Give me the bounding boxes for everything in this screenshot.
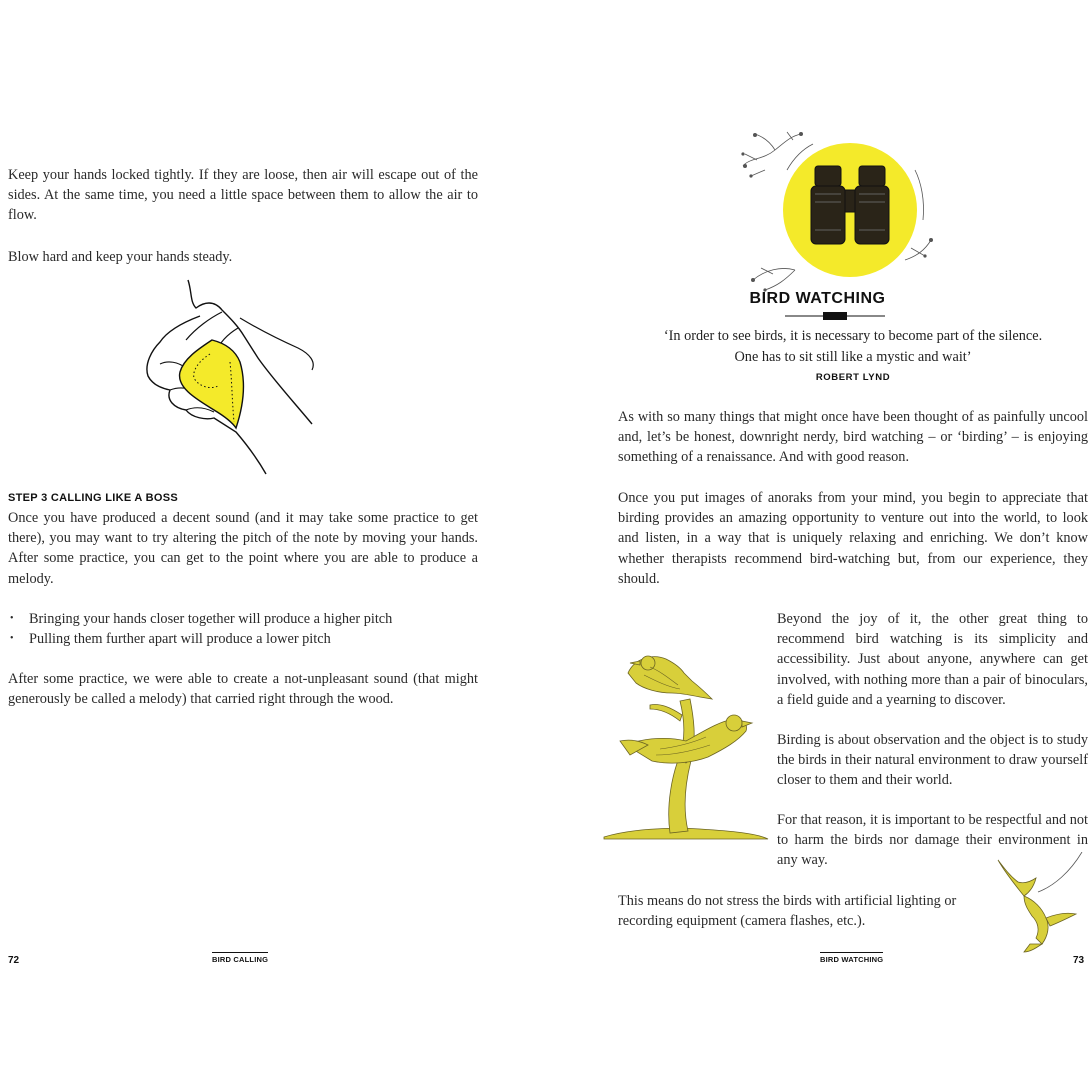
perched-birds-illustration	[600, 645, 772, 845]
running-head-left: BIRD CALLING	[212, 952, 268, 964]
quote-line-2: One has to sit still like a mystic and wait’	[734, 348, 972, 365]
step-3-heading: STEP 3 CALLING LIKE A BOSS	[8, 492, 178, 504]
right-paragraph-1: As with so many things that might once have been thought of as painfully uncool and, let’s be honest, downright nerdy, bird watching – or ‘birding’ – is enjoying something of a renaissance. And with good reason.	[618, 409, 1088, 466]
left-paragraph-2: Blow hard and keep your hands steady.	[8, 249, 233, 265]
right-paragraph-4: Birding is about observation and the object is to study the birds in their natural environment to draw yourself closer to them and their world.	[777, 732, 1088, 789]
ornament-divider	[785, 310, 885, 322]
section-title: BIRD WATCHING	[749, 290, 886, 307]
bullet-item: • Pulling them further apart will produce a lower pitch	[8, 629, 478, 649]
page-number-right: 73	[1073, 955, 1085, 966]
hands-bird-call-illustration	[140, 278, 320, 478]
running-head-right: BIRD WATCHING	[820, 952, 883, 964]
left-paragraph-4: After some practice, we were able to create a not-unpleasant sound (that might generously be called a melody) that carried right through the wood.	[8, 671, 478, 708]
right-paragraph-6: This means do not stress the birds with artificial lighting or recording equipment (camera flashes, etc.).	[618, 893, 957, 930]
left-paragraph-3: Once you have produced a decent sound (and it may take some practice to get there), you may want to try altering the pitch of the note by moving your hands. After some practice, you can get to the point where you are able to produce a melody.	[8, 510, 478, 587]
quote-author: ROBERT LYND	[815, 372, 891, 383]
binoculars-icon	[735, 130, 935, 295]
right-paragraph-5: For that reason, it is important to be respectful and not to harm the birds nor damage their environment in any way.	[777, 812, 1088, 869]
bullet-item: • Bringing your hands closer together will produce a higher pitch	[8, 609, 478, 629]
epigraph-quote	[618, 326, 1088, 367]
pitch-bullet-list	[8, 609, 478, 649]
right-paragraph-2: Once you put images of anoraks from your mind, you begin to appreciate that birding provides an amazing opportunity to venture out into the world, to look and listen, in a way that is uniquely relaxing and enriching. We don’t know whether therapists recommend bird-watching but, from our experience, they should.	[618, 490, 1088, 587]
flying-bird-illustration	[990, 852, 1085, 954]
left-paragraph-1: Keep your hands locked tightly. If they are loose, then air will escape out of the sides. At the same time, you need a little space between them to allow the air to flow.	[8, 167, 478, 224]
page-number-left: 72	[8, 955, 20, 966]
quote-line-1: ‘In order to see birds, it is necessary to become part of the silence.	[663, 328, 1043, 344]
right-paragraph-3: Beyond the joy of it, the other great thing to recommend bird watching is its simplicity and accessibility. Just about anyone, anywhere can get involved, with nothing more than a pair of binoculars, a field guide and a yearning to discover.	[777, 611, 1088, 708]
